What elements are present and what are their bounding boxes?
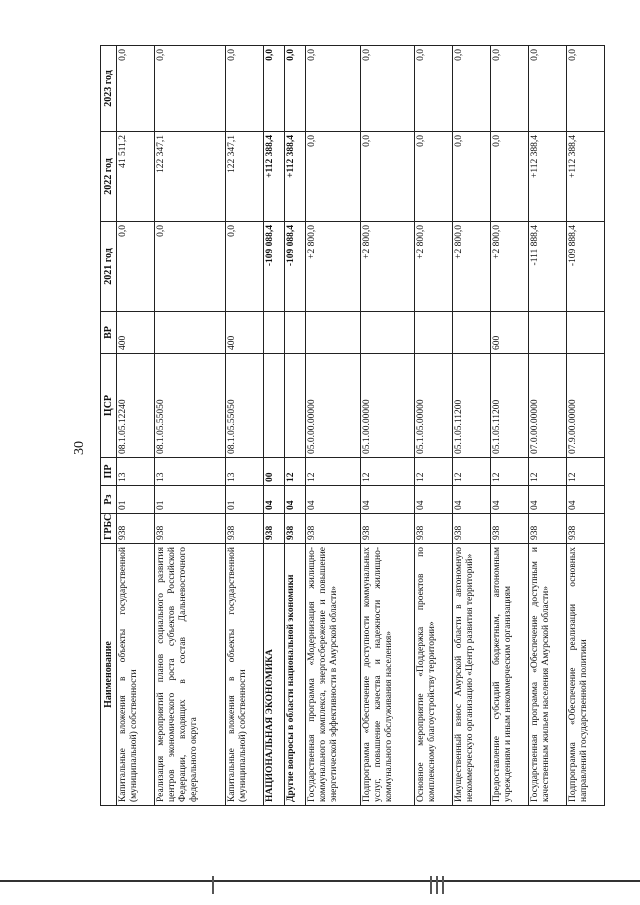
cell-2021: +2 800,0	[415, 222, 453, 312]
cell-2022: 122 347,1	[154, 132, 225, 222]
cell-2022: 41 511,2	[117, 132, 155, 222]
cell-rz: 04	[415, 486, 453, 514]
cell-grbs: 938	[453, 514, 491, 544]
cell-rz: 04	[306, 486, 361, 514]
cell-2021: +2 800,0	[360, 222, 415, 312]
header-csr: ЦСР	[101, 354, 117, 458]
cell-2022: 0,0	[360, 132, 415, 222]
cell-grbs: 938	[117, 514, 155, 544]
cell-2021: -109 088,4	[285, 222, 306, 312]
cell-name: Другие вопросы в области национальной экономики	[285, 544, 306, 806]
cell-rz: 04	[285, 486, 306, 514]
cell-csr: 05.1.05.11200	[453, 354, 491, 458]
cell-2023: 0,0	[306, 46, 361, 132]
header-vr: ВР	[101, 312, 117, 354]
cell-pr: 13	[154, 458, 225, 486]
cell-2022: 0,0	[453, 132, 491, 222]
header-grbs: ГРБС	[101, 514, 117, 544]
cell-rz: 04	[360, 486, 415, 514]
cell-csr	[263, 354, 284, 458]
cell-name: Государственная программа «Модернизация жилищно-коммунального комплекса, энергосбережение и повышение энергетической эффективности в Амурской области»	[306, 544, 361, 806]
footer-rule	[0, 880, 640, 882]
cell-grbs: 938	[491, 514, 529, 544]
cell-grbs: 938	[263, 514, 284, 544]
cell-2021: +2 800,0	[491, 222, 529, 312]
table-row	[415, 46, 453, 806]
cell-grbs: 938	[529, 514, 567, 544]
table-row	[154, 46, 225, 806]
cell-name: Подпрограмма «Обеспечение доступности коммунальных услуг, повышение качества и надежности жилищно-коммунального обслуживания населения»	[360, 544, 415, 806]
cell-rz: 01	[117, 486, 155, 514]
cell-vr	[566, 312, 604, 354]
header-rz: Рз	[101, 486, 117, 514]
cell-csr: 05.1.00.00000	[360, 354, 415, 458]
cell-name: Реализация мероприятий планов социального развития центров экономического роста субъектов Российской Федерации, входящих в состав Дальневосточного федерального округа	[154, 544, 225, 806]
cell-2023: 0,0	[360, 46, 415, 132]
cell-2022: +112 388,4	[566, 132, 604, 222]
cell-csr: 05.0.00.00000	[306, 354, 361, 458]
cell-vr: 400	[226, 312, 264, 354]
cell-2021: -109 888,4	[566, 222, 604, 312]
cell-pr: 12	[529, 458, 567, 486]
cell-vr	[263, 312, 284, 354]
cell-pr: 12	[360, 458, 415, 486]
table-row	[285, 46, 306, 806]
cell-vr	[415, 312, 453, 354]
footer-mark	[442, 876, 444, 894]
table-row	[263, 46, 284, 806]
cell-pr: 12	[566, 458, 604, 486]
cell-vr	[306, 312, 361, 354]
cell-pr: 13	[117, 458, 155, 486]
cell-vr	[285, 312, 306, 354]
cell-rz: 04	[453, 486, 491, 514]
cell-2022: 0,0	[415, 132, 453, 222]
cell-2023: 0,0	[491, 46, 529, 132]
cell-pr: 13	[226, 458, 264, 486]
cell-grbs: 938	[306, 514, 361, 544]
cell-2023: 0,0	[285, 46, 306, 132]
table-row	[529, 46, 567, 806]
cell-2021: -111 888,4	[529, 222, 567, 312]
cell-rz: 01	[154, 486, 225, 514]
cell-2021: 0,0	[226, 222, 264, 312]
rotated-table-container	[100, 46, 605, 806]
cell-rz: 01	[226, 486, 264, 514]
table-row	[226, 46, 264, 806]
cell-name: Государственная программа «Обеспечение доступным и качественным жильем населения Амурской области»	[529, 544, 567, 806]
cell-csr: 08.1.05.12240	[117, 354, 155, 458]
cell-rz: 04	[263, 486, 284, 514]
cell-csr: 05.1.05.00000	[415, 354, 453, 458]
cell-2021: 0,0	[117, 222, 155, 312]
table-row	[453, 46, 491, 806]
cell-csr	[285, 354, 306, 458]
cell-2023: 0,0	[154, 46, 225, 132]
table-row	[566, 46, 604, 806]
cell-pr: 12	[306, 458, 361, 486]
cell-vr	[529, 312, 567, 354]
cell-pr: 12	[285, 458, 306, 486]
cell-2023: 0,0	[566, 46, 604, 132]
cell-2022: 0,0	[491, 132, 529, 222]
table-row	[491, 46, 529, 806]
page-number: 30	[72, 441, 87, 455]
cell-2022: +112 388,4	[529, 132, 567, 222]
cell-2021: +2 800,0	[306, 222, 361, 312]
table-row	[360, 46, 415, 806]
cell-2023: 0,0	[415, 46, 453, 132]
cell-2023: 0,0	[453, 46, 491, 132]
cell-name: Капитальные вложения в объекты государственной (муниципальной) собственности	[226, 544, 264, 806]
cell-vr	[154, 312, 225, 354]
cell-pr: 00	[263, 458, 284, 486]
cell-rz: 04	[566, 486, 604, 514]
cell-2023: 0,0	[226, 46, 264, 132]
cell-2022: 122 347,1	[226, 132, 264, 222]
footer-mark	[430, 876, 432, 894]
cell-name: Предоставление субсидий бюджетным, автономным учреждениям и иным некоммерческим организациям	[491, 544, 529, 806]
cell-name: НАЦИОНАЛЬНАЯ ЭКОНОМИКА	[263, 544, 284, 806]
cell-rz: 04	[529, 486, 567, 514]
cell-2023: 0,0	[117, 46, 155, 132]
cell-2021: +2 800,0	[453, 222, 491, 312]
cell-2022: +112 388,4	[263, 132, 284, 222]
header-2021: 2021 год	[101, 222, 117, 312]
cell-pr: 12	[491, 458, 529, 486]
cell-rz: 04	[491, 486, 529, 514]
header-pr: ПР	[101, 458, 117, 486]
cell-name: Капитальные вложения в объекты государственной (муниципальной) собственности	[117, 544, 155, 806]
cell-name: Основное мероприятие «Поддержка проектов по комплексному благоустройству территории»	[415, 544, 453, 806]
cell-csr: 07.9.00.00000	[566, 354, 604, 458]
budget-table	[100, 45, 605, 806]
cell-grbs: 938	[285, 514, 306, 544]
cell-grbs: 938	[566, 514, 604, 544]
cell-2023: 0,0	[529, 46, 567, 132]
cell-vr: 600	[491, 312, 529, 354]
cell-csr: 05.1.05.11200	[491, 354, 529, 458]
cell-grbs: 938	[154, 514, 225, 544]
cell-grbs: 938	[226, 514, 264, 544]
footer-mark	[212, 876, 214, 894]
cell-csr: 07.0.00.00000	[529, 354, 567, 458]
cell-2021: -109 088,4	[263, 222, 284, 312]
cell-vr: 400	[117, 312, 155, 354]
cell-grbs: 938	[415, 514, 453, 544]
cell-2022: +112 388,4	[285, 132, 306, 222]
cell-pr: 12	[453, 458, 491, 486]
cell-csr: 08.1.05.55050	[226, 354, 264, 458]
table-row	[306, 46, 361, 806]
cell-2021: 0,0	[154, 222, 225, 312]
cell-2023: 0,0	[263, 46, 284, 132]
table-body	[117, 46, 605, 806]
cell-vr	[360, 312, 415, 354]
cell-grbs: 938	[360, 514, 415, 544]
header-2022: 2022 год	[101, 132, 117, 222]
cell-2022: 0,0	[306, 132, 361, 222]
header-name: Наименование	[101, 544, 117, 806]
cell-pr: 12	[415, 458, 453, 486]
document-area	[100, 46, 605, 806]
cell-name: Имущественный взнос Амурской области в автономную некоммерческую организацию «Центр развития территорий»	[453, 544, 491, 806]
cell-name: Подпрограмма «Обеспечение реализации основных направлений государственной политики	[566, 544, 604, 806]
cell-vr	[453, 312, 491, 354]
table-row	[117, 46, 155, 806]
footer-mark	[436, 876, 438, 894]
table-header-row	[101, 46, 117, 806]
header-2023: 2023 год	[101, 46, 117, 132]
cell-csr: 08.1.05.55050	[154, 354, 225, 458]
